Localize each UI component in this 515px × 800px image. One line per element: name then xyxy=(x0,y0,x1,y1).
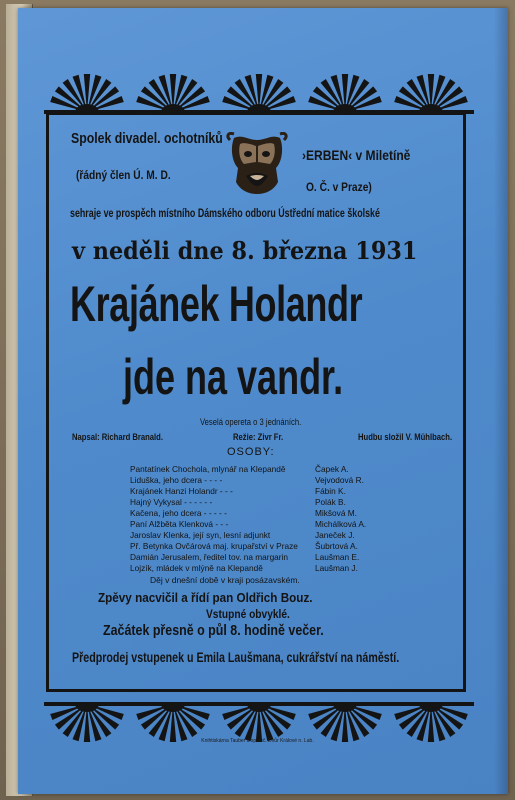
admission-line: Vstupné obvyklé. xyxy=(206,607,290,621)
cast-role: Př. Betynka Ovčárová maj. krupařství v Praze xyxy=(130,541,298,551)
fan-motif xyxy=(136,702,210,742)
cast-role: Liduška, jeho dcera - - - - xyxy=(130,475,223,485)
cast-actor: Mikšová M. xyxy=(315,508,357,518)
songs-line: Zpěvy nacvičil a řídí pan Oldřich Bouz. xyxy=(98,590,313,605)
start-line: Začátek přesně o půl 8. hodině večer. xyxy=(103,622,324,639)
event-date: v neděli dne 8. března 1931 xyxy=(72,236,418,265)
cast-actor: Janeček J. xyxy=(315,530,355,540)
cast-heading: OSOBY: xyxy=(227,446,275,458)
credit-music: Hudbu složil V. Mühlbach. xyxy=(358,432,453,442)
cast-actor: Šubrtová A. xyxy=(315,541,358,551)
cast-role: Lojzík, mládek v mlýně na Klepandě xyxy=(130,563,263,573)
society-name: ›ERBEN‹ v Miletíně xyxy=(302,147,411,163)
fan-motif xyxy=(308,74,382,114)
cast-actor: Laušman J. xyxy=(315,563,358,573)
theatre-mask-emblem xyxy=(226,132,288,196)
setting: Děj v dnešní době v kraji posázavském. xyxy=(150,575,300,585)
bottom-ornament xyxy=(44,702,474,752)
fan-motif xyxy=(308,702,382,742)
cast-actor: Laušman E. xyxy=(315,552,360,562)
fan-motif xyxy=(222,702,296,742)
cast-role: Krajánek Hanzi Holandr - - - xyxy=(130,486,233,496)
cast-role: Pantatínek Chochola, mlynář na Klepandě xyxy=(130,464,286,474)
cast-role: Jaroslav Klenka, její syn, lesní adjunkt xyxy=(130,530,271,540)
cast-role: Kačena, jeho dcera - - - - - xyxy=(130,508,227,518)
printer-imprint: Knihtiskárna Tauber a společ. Dvůr Králové n. Lab. xyxy=(201,738,314,744)
presale-line: Předprodej vstupenek u Emila Laušmana, cukrářství na náměstí. xyxy=(72,650,400,665)
fan-motif xyxy=(222,74,296,114)
play-title-line2: jde na vandr. xyxy=(123,349,344,405)
fan-motif xyxy=(136,74,210,114)
cast-actor: Fábin K. xyxy=(315,486,346,496)
cast-role: Damián Jerusalem, ředitel tov. na margarin xyxy=(130,552,289,562)
member-line-left: (řádný člen Ú. M. D. xyxy=(76,168,171,182)
genre: Veselá opereta o 3 jednáních. xyxy=(200,417,302,427)
cast-actor: Čapek A. xyxy=(315,464,349,474)
fan-motif xyxy=(50,702,124,742)
cast-actor: Michálková A. xyxy=(315,519,367,529)
credit-author: Napsal: Richard Branald. xyxy=(72,432,163,442)
play-title-line1: Krajánek Holandr xyxy=(70,276,363,332)
fan-motif xyxy=(394,702,468,742)
credit-director: Režie: Zivr Fr. xyxy=(233,432,284,442)
cast-actor: Polák B. xyxy=(315,497,346,507)
fan-motif xyxy=(50,74,124,114)
top-ornament xyxy=(44,64,474,114)
fan-motif xyxy=(394,74,468,114)
society-line: Spolek divadel. ochotníků xyxy=(71,130,223,147)
member-line-right: O. Č. v Praze) xyxy=(306,180,372,194)
cast-actor: Vejvodová R. xyxy=(315,475,364,485)
cast-role: Hajný Vykysal - - - - - - xyxy=(130,497,213,507)
cast-role: Paní Alžběta Klenková - - - xyxy=(130,519,229,529)
ornament-bar xyxy=(44,702,474,706)
purpose-line: sehraje ve prospěch místního Dámského odboru Ústřední matice školské xyxy=(70,206,380,220)
